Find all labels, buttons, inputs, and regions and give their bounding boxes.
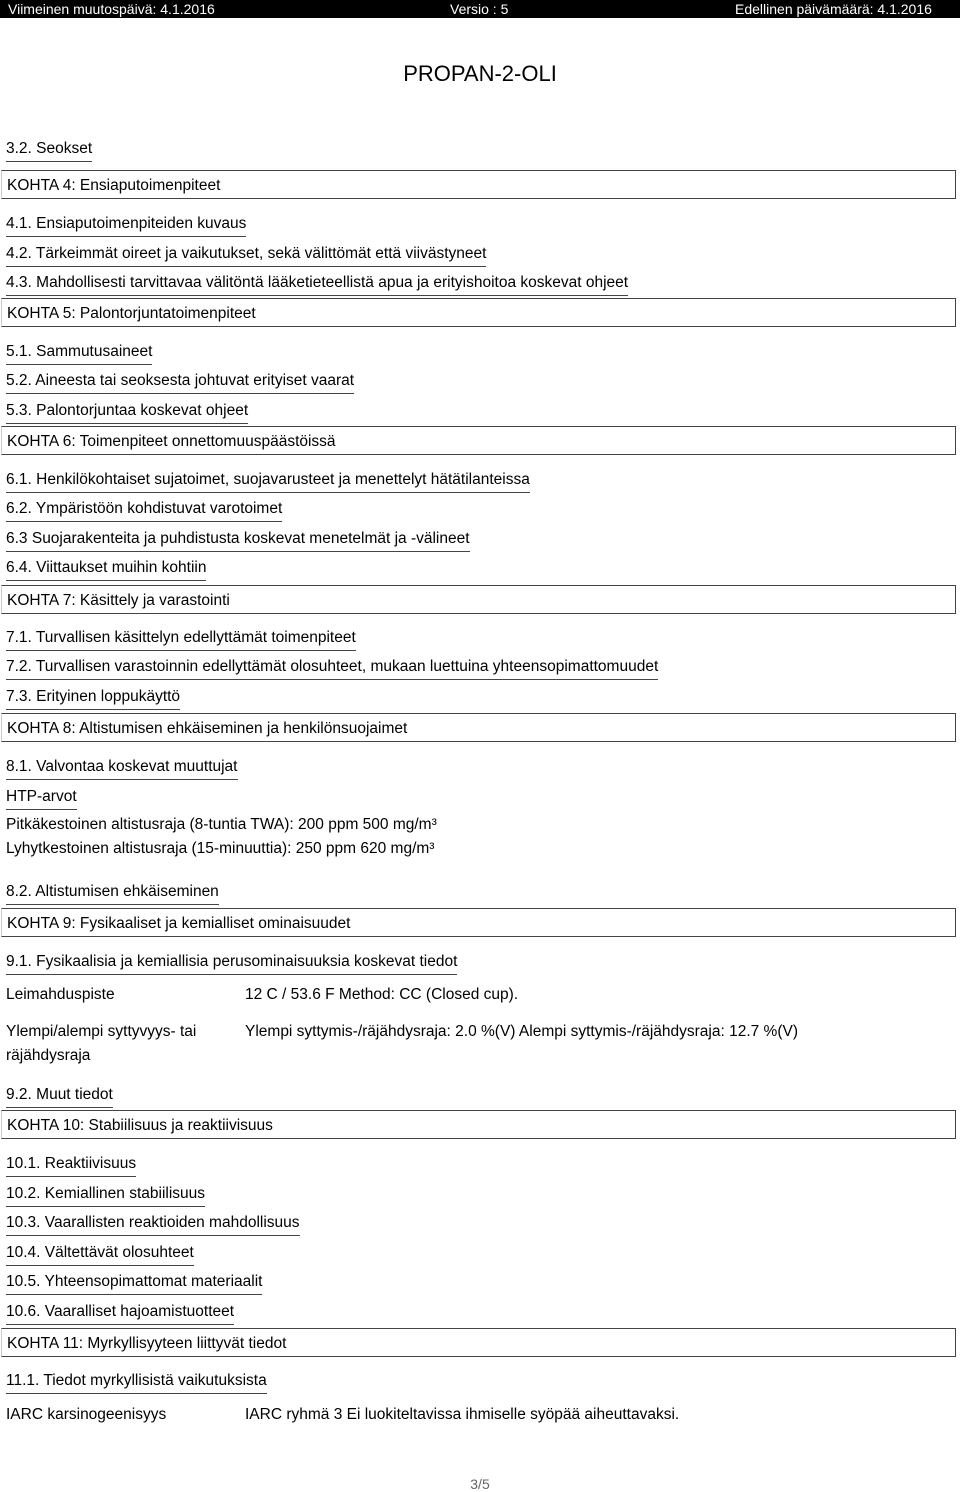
page-number: 3/5 [470,1476,490,1492]
htp-values-label: HTP-arvot [6,785,77,810]
iarc-value: IARC ryhmä 3 Ei luokiteltavissa ihmiselle syöpää aiheuttavaksi. [245,1406,680,1423]
subsection-5-1: 5.1. Sammutusaineet [6,340,152,365]
subsection-6-2: 6.2. Ympäristöön kohdistuvat varotoimet [6,497,282,522]
subsection-8-2: 8.2. Altistumisen ehkäiseminen [6,880,219,905]
section-5-heading: KOHTA 5: Palontorjuntatoimenpiteet [1,298,956,327]
section-10-heading: KOHTA 10: Stabiilisuus ja reaktiivisuus [1,1110,956,1139]
iarc-label: IARC karsinogeenisyys [6,1406,167,1423]
subsection-10-4: 10.4. Vältettävät olosuhteet [6,1241,194,1266]
flash-point-value: 12 C / 53.6 F Method: CC (Closed cup). [245,986,519,1003]
modified-date: Viimeinen muutospäivä: 4.1.2016 [8,1,215,17]
explosion-limit-label-line2: räjähdysraja [6,1047,91,1064]
subsection-6-4: 6.4. Viittaukset muihin kohtiin [6,556,206,581]
version-label: Versio : 5 [450,1,509,17]
subsection-10-5: 10.5. Yhteensopimattomat materiaalit [6,1270,262,1295]
short-term-exposure-limit: Lyhytkestoinen altistusraja (15-minuuttia): 250 ppm 620 mg/m³ [6,840,435,857]
flash-point-label: Leimahduspiste [6,986,115,1003]
subsection-8-1: 8.1. Valvontaa koskevat muuttujat [6,755,238,780]
previous-date: Edellinen päivämäärä: 4.1.2016 [735,1,932,17]
subsection-4-2: 4.2. Tärkeimmät oireet ja vaikutukset, sekä välittömät että viivästyneet [6,242,486,267]
subsection-3-2: 3.2. Seokset [6,137,92,162]
section-8-heading: KOHTA 8: Altistumisen ehkäiseminen ja henkilönsuojaimet [1,713,956,742]
subsection-10-1: 10.1. Reaktiivisuus [6,1152,136,1177]
subsection-10-2: 10.2. Kemiallinen stabiilisuus [6,1182,205,1207]
subsection-10-6: 10.6. Vaaralliset hajoamistuotteet [6,1300,234,1325]
section-9-heading: KOHTA 9: Fysikaaliset ja kemialliset ominaisuudet [1,908,956,937]
subsection-7-1: 7.1. Turvallisen käsittelyn edellyttämät toimenpiteet [6,626,356,651]
subsection-6-1: 6.1. Henkilökohtaiset sujatoimet, suojavarusteet ja menettelyt hätätilanteissa [6,468,530,493]
subsection-9-2: 9.2. Muut tiedot [6,1083,113,1108]
subsection-4-3: 4.3. Mahdollisesti tarvittavaa välitöntä lääketieteellistä apua ja erityishoitoa koskevat ohjeet [6,271,628,296]
subsection-9-1: 9.1. Fysikaalisia ja kemiallisia perusominaisuuksia koskevat tiedot [6,950,457,975]
subsection-5-3: 5.3. Palontorjuntaa koskevat ohjeet [6,399,248,424]
section-11-heading: KOHTA 11: Myrkyllisyyteen liittyvät tiedot [1,1328,956,1357]
subsection-5-2: 5.2. Aineesta tai seoksesta johtuvat erityiset vaarat [6,369,354,394]
section-7-heading: KOHTA 7: Käsittely ja varastointi [1,585,956,614]
long-term-exposure-limit: Pitkäkestoinen altistusraja (8-tuntia TWA): 200 ppm 500 mg/m³ [6,816,437,833]
subsection-11-1: 11.1. Tiedot myrkyllisistä vaikutuksista [6,1369,267,1394]
document-header-bar [0,0,960,18]
subsection-6-3: 6.3 Suojarakenteita ja puhdistusta koskevat menetelmät ja -välineet [6,527,470,552]
document-title: PROPAN-2-OLI [403,61,557,86]
explosion-limit-label-line1: Ylempi/alempi syttyvyys- tai [6,1023,197,1040]
subsection-7-2: 7.2. Turvallisen varastoinnin edellyttämät olosuhteet, mukaan luettuina yhteensopimattomuudet [6,655,658,680]
explosion-limit-value: Ylempi syttymis-/räjähdysraja: 2.0 %(V) Alempi syttymis-/räjähdysraja: 12.7 %(V) [245,1023,798,1040]
subsection-10-3: 10.3. Vaarallisten reaktioiden mahdollisuus [6,1211,300,1236]
subsection-4-1: 4.1. Ensiaputoimenpiteiden kuvaus [6,212,246,237]
section-4-heading: KOHTA 4: Ensiaputoimenpiteet [1,170,956,199]
subsection-7-3: 7.3. Erityinen loppukäyttö [6,685,180,710]
section-6-heading: KOHTA 6: Toimenpiteet onnettomuuspäästöissä [1,426,956,455]
